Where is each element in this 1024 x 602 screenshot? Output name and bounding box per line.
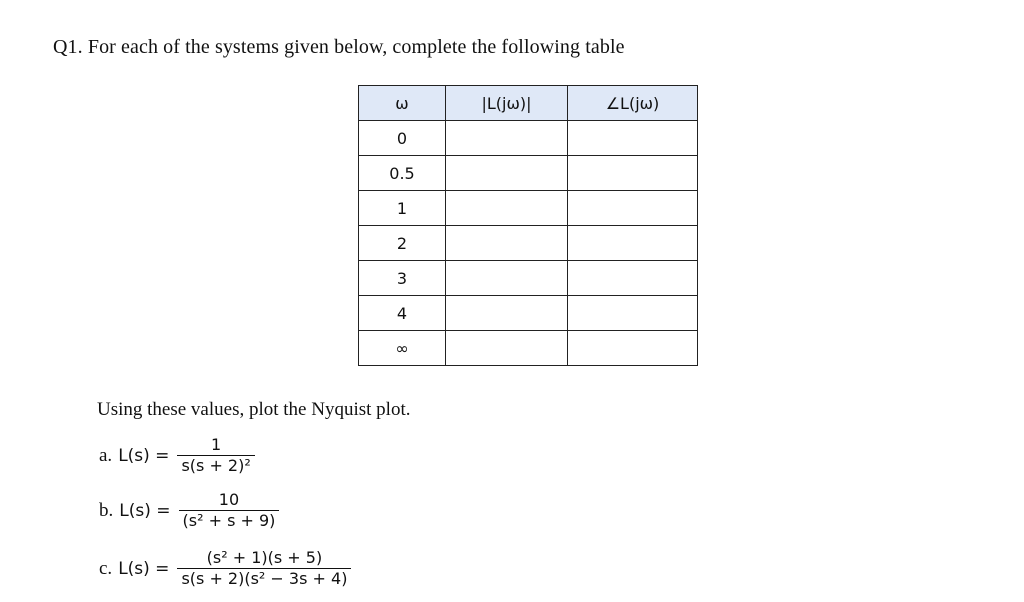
denominator: s(s + 2)(s² − 3s + 4) [177, 568, 351, 588]
magnitude-cell[interactable] [446, 121, 568, 156]
table-header-row [359, 86, 698, 121]
system-c [99, 549, 351, 588]
table-row [359, 261, 698, 296]
magnitude-cell[interactable] [446, 226, 568, 261]
table-row [359, 191, 698, 226]
table-row [359, 296, 698, 331]
denominator: (s² + s + 9) [179, 510, 280, 530]
magnitude-cell[interactable] [446, 296, 568, 331]
magnitude-cell[interactable] [446, 331, 568, 366]
phase-cell[interactable] [568, 331, 698, 366]
phase-cell[interactable] [568, 296, 698, 331]
phase-cell[interactable] [568, 191, 698, 226]
table-row [359, 121, 698, 156]
omega-cell: 0 [359, 121, 446, 156]
question-title: Q1. For each of the systems given below, complete the following table [53, 36, 625, 58]
header-phase: ∠L(jω) [568, 86, 698, 121]
system-lhs: L(s) = [118, 558, 170, 579]
table-row [359, 156, 698, 191]
magnitude-cell[interactable] [446, 261, 568, 296]
transfer-function-fraction [177, 436, 254, 475]
system-label: c. [99, 557, 113, 579]
system-label: a. [99, 444, 113, 466]
omega-cell: ∞ [359, 331, 446, 366]
system-lhs: L(s) = [119, 500, 171, 521]
phase-cell[interactable] [568, 156, 698, 191]
magnitude-cell[interactable] [446, 191, 568, 226]
magnitude-cell[interactable] [446, 156, 568, 191]
table-row [359, 331, 698, 366]
phase-cell[interactable] [568, 121, 698, 156]
system-label: b. [99, 499, 114, 521]
table-row [359, 226, 698, 261]
values-table [358, 85, 698, 366]
transfer-function-fraction [177, 549, 351, 588]
system-b [99, 491, 279, 530]
omega-cell: 1 [359, 191, 446, 226]
header-magnitude: |L(jω)| [446, 86, 568, 121]
omega-cell: 4 [359, 296, 446, 331]
transfer-function-fraction [179, 491, 280, 530]
denominator: s(s + 2)² [177, 455, 254, 475]
phase-cell[interactable] [568, 226, 698, 261]
instruction-text: Using these values, plot the Nyquist plot. [97, 399, 411, 420]
header-omega: ω [359, 86, 446, 121]
phase-cell[interactable] [568, 261, 698, 296]
numerator: 10 [218, 490, 240, 509]
omega-cell: 3 [359, 261, 446, 296]
system-a [99, 436, 255, 475]
system-lhs: L(s) = [118, 445, 170, 466]
omega-cell: 2 [359, 226, 446, 261]
numerator: 1 [211, 435, 222, 454]
omega-cell: 0.5 [359, 156, 446, 191]
numerator: (s² + 1)(s + 5) [206, 548, 323, 567]
